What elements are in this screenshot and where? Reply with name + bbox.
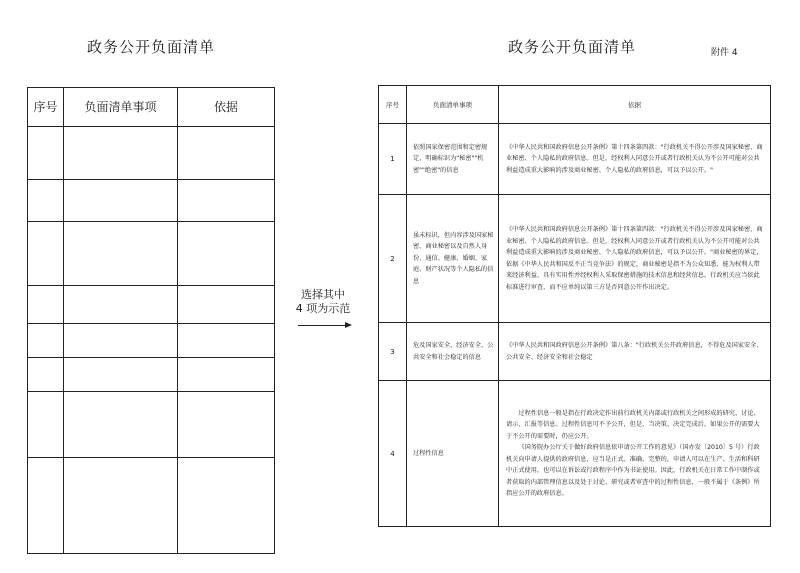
right-negative-list-table <box>378 85 771 527</box>
row-number: 3 <box>379 323 407 381</box>
annex-label: 附件 4 <box>711 48 738 58</box>
left-header-basis: 依据 <box>178 88 275 127</box>
row-basis: 《中华人民共和国政府信息公开条例》第八条："行政机关公开政府信息，不得危及国家安全、公共安全、经济安全和社会稳定 <box>499 323 771 381</box>
table-row <box>28 458 275 554</box>
row-basis: 《中华人民共和国政府信息公开条例》第十四条第四款："行政机关不得公开涉及国家秘密、商业秘密、个人隐私的政府信息。但是，经权利人同意公开或者行政机关认为不公开可能对公共利益造成重大影响的涉及商业秘密、个人隐私的政府信息，可以予以公开。" <box>499 124 771 195</box>
row-basis: 《中华人民共和国政府信息公开条例》第十四条第四款："行政机关不得公开涉及国家秘密、商业秘密、个人隐私的政府信息。但是，经权利人同意公开或者行政机关认为不公开可能对公共利益造成重大影响的涉及商业秘密、个人隐私的政府信息，可以予以公开。"商业秘密的界定，依据《中华人民共和国反不正当竞争法》的规定，商业秘密是指不为公众知悉、能为权利人带来经济利益、具有实用性并经权利人采取保密措施的技术信息和经营信息。行政机关应当依此标准进行审查，而不应单纯以第三方是否同意公开作出决定。 <box>499 195 771 323</box>
table-row <box>28 324 275 358</box>
row-number: 2 <box>379 195 407 323</box>
table-row <box>379 381 771 527</box>
row-item: 依照国家保密范围和定密规定，明确标识为"秘密""机密""绝密"的信息 <box>407 124 499 195</box>
arrow-caption-line1: 选择其中 <box>301 288 345 301</box>
row-number: 1 <box>379 124 407 195</box>
arrow-caption <box>290 288 356 316</box>
row-item: 危及国家安全、经济安全、公共安全和社会稳定的信息 <box>407 323 499 381</box>
table-row <box>28 127 275 180</box>
table-row <box>379 124 771 195</box>
table-row <box>28 358 275 392</box>
right-header-basis: 依据 <box>499 86 771 124</box>
left-page-title: 政务公开负面清单 <box>87 38 216 56</box>
left-header-no: 序号 <box>28 88 64 127</box>
table-row <box>28 392 275 458</box>
arrow-right-icon <box>345 322 352 328</box>
table-row <box>28 222 275 286</box>
right-header-item: 负面清单事项 <box>407 86 499 124</box>
table-row <box>379 323 771 381</box>
left-negative-list-table <box>27 87 275 554</box>
arrow-caption-line2: 4 项为示范 <box>295 302 351 315</box>
row-basis <box>499 381 771 527</box>
table-row <box>28 180 275 222</box>
left-header-item: 负面清单事项 <box>64 88 178 127</box>
row-basis-paragraph: 过程性信息一般是指在行政决定作出前行政机关内部或行政机关之间形成的研究、讨论、请示、汇报等信息。过程性信息可不予公开，但是，当决策、决定完成后，如果公开的需要大于不公开的需要时，仍应公开。 <box>506 409 760 440</box>
row-number: 4 <box>379 381 407 527</box>
row-basis-paragraph: 《国务院办公厅关于做好政府信息依申请公开工作的意见》（国办发〔2010〕5 号）行政机关向申请人提供的政府信息，应当是正式、准确、完整的，申请人可以在生产、生活和科研中正式使用，也可以在诉讼或行政程序中作为书证使用。因此，行政机关在日常工作中制作或者获取的内部管理信息以及处于讨论、研究或者审查中的过程性信息，一般不属于《条例》所指应公开的政府信息。 <box>506 444 760 497</box>
table-row <box>379 195 771 323</box>
right-header-no: 序号 <box>379 86 407 124</box>
arrow-line <box>298 325 346 326</box>
row-item: 过程性信息 <box>407 381 499 527</box>
right-page-title: 政务公开负面清单 <box>508 38 637 56</box>
row-item: 虽未标识，但内容涉及国家秘密、商业秘密以及自然人身份、通信、健康、婚姻、家庭、财产状况等个人隐私的信息 <box>407 195 499 323</box>
table-row <box>28 286 275 324</box>
